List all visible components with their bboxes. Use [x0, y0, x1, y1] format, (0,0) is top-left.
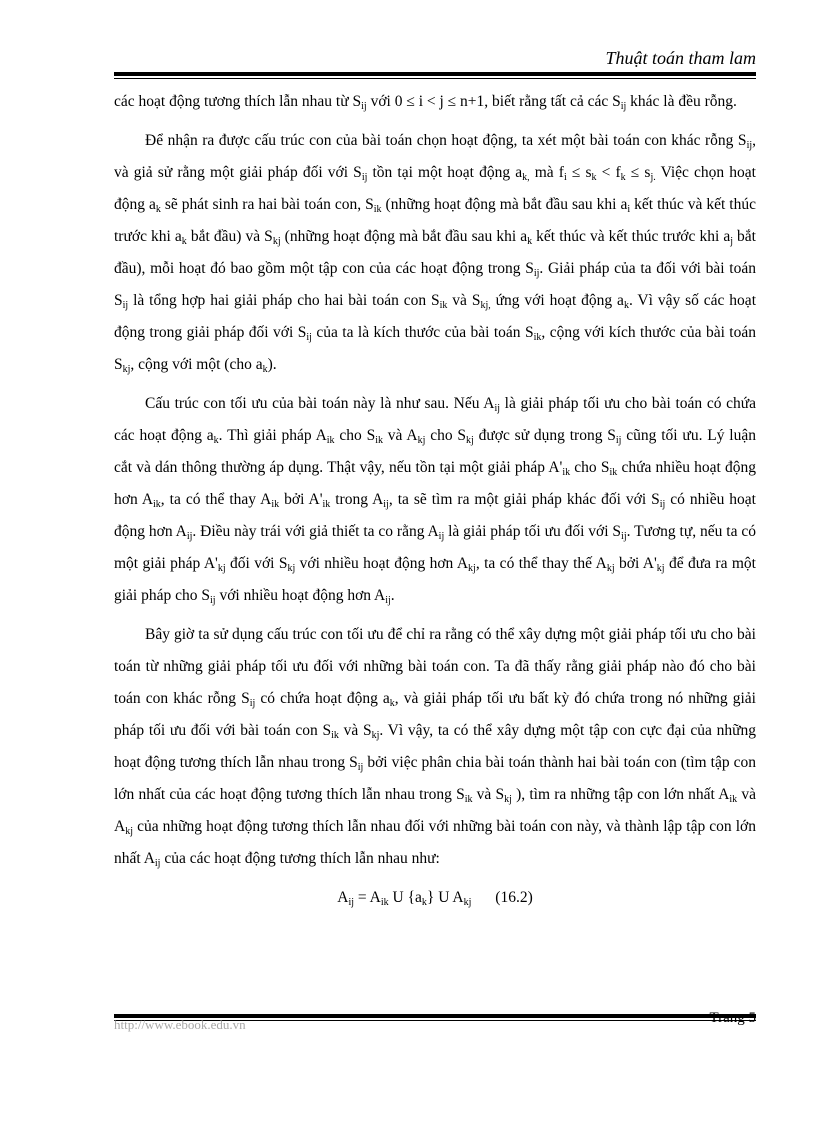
- subscript: ij: [361, 172, 368, 183]
- text-run: cho S: [425, 427, 467, 444]
- subscript: i: [563, 172, 567, 183]
- text-run: bởi A': [614, 555, 657, 572]
- subscript: kj: [217, 563, 226, 574]
- text-run: là giải pháp tối ưu cho bài toán có chứa các hoạt động a: [114, 395, 756, 444]
- subscript: j: [730, 236, 733, 247]
- subscript: k: [181, 236, 187, 247]
- subscript: kj: [272, 236, 281, 247]
- text-run: } U A: [426, 889, 464, 906]
- text-run: là giải pháp tối ưu đối với S: [444, 523, 622, 540]
- subscript: k: [262, 364, 268, 375]
- subscript: ij: [621, 531, 627, 542]
- subscript: ij: [438, 531, 445, 542]
- subscript: k,: [522, 172, 530, 183]
- text-run: (những hoạt động mà bắt đầu sau khi a: [381, 196, 628, 213]
- header-title: Thuật toán tham lam: [605, 48, 756, 68]
- text-run: bởi việc phân chia bài toán thành hai bài toán con (tìm tập con lớn nhất của các hoạt động tương thích lẫn nhau trong S: [114, 754, 756, 803]
- text-run: Cấu trúc con tối ưu của bài toán này là như sau. Nếu A: [145, 395, 495, 412]
- text-run: trong A: [330, 491, 384, 508]
- text-run: cho S: [334, 427, 376, 444]
- subscript: ij: [154, 858, 161, 869]
- text-run: ).: [267, 356, 277, 373]
- subscript: kj: [371, 730, 380, 741]
- text-run: . Vì vậy, ta có thể xây dựng một tập con cực đại của những hoạt động tương thích lẫn nhau trong S: [114, 722, 757, 771]
- subscript: k: [213, 435, 219, 446]
- subscript: kj: [463, 897, 472, 908]
- text-run: bắt đầu), mỗi hoạt đó bao gồm một tập con của các hoạt động trong S: [114, 228, 756, 277]
- subscript: k: [591, 172, 597, 183]
- text-run: , ta có thể thay A: [160, 491, 272, 508]
- text-run: tồn tại một hoạt động a: [367, 164, 523, 181]
- text-run: cũng tối ưu. Lý luận cắt và dán thông thường áp dụng. Thật vậy, nếu tồn tại một giải pháp A': [114, 427, 756, 476]
- text-run: , và giả sử rằng một giải pháp đối với S: [114, 132, 756, 181]
- subscript: k: [527, 236, 533, 247]
- subscript: ij: [533, 268, 540, 279]
- text-run: để đưa ra một giải pháp cho S: [114, 555, 756, 604]
- subscript: k: [155, 204, 161, 215]
- subscript: ij: [361, 101, 367, 112]
- text-run: có chứa hoạt động a: [255, 690, 390, 707]
- subscript: ik: [153, 499, 161, 510]
- equation: [114, 882, 756, 914]
- text-run: Để nhận ra được cấu trúc con của bài toán chọn hoạt động, ta xét một bài toán con khác rỗng S: [145, 132, 747, 149]
- text-run: U {a: [388, 889, 422, 906]
- text-run: kết thúc và kết thúc trước khi a: [532, 228, 731, 245]
- subscript: ik: [464, 794, 473, 805]
- text-run: của những hoạt động tương thích lẫn nhau đối với những bài toán con này, và thành lập tập con lớn nhất A: [114, 818, 756, 867]
- text-run: của các hoạt động tương thích lẫn nhau như:: [160, 850, 440, 867]
- text-run: mà f: [529, 164, 564, 181]
- text-run: . Tương tự, nếu ta có một giải pháp A': [114, 523, 756, 572]
- text-run: ≤ s: [625, 164, 651, 181]
- text-run: được sử dụng trong S: [473, 427, 616, 444]
- text-run: , ta có thể thay thế A: [475, 555, 607, 572]
- text-run: và S: [447, 292, 481, 309]
- subscript: kj: [468, 563, 476, 574]
- subscript: kj: [125, 826, 133, 837]
- subscript: ij: [122, 300, 129, 311]
- text-run: . Giải pháp của ta đối với bài toán S: [114, 260, 756, 309]
- text-run: cho S: [570, 459, 610, 476]
- text-run: chứa nhiều hoạt động hơn A: [114, 459, 756, 508]
- text-run: và A: [114, 786, 756, 835]
- subscript: kj: [417, 435, 426, 446]
- subscript: ik: [373, 204, 382, 215]
- main-text: [114, 86, 756, 914]
- text-run: .: [390, 587, 395, 604]
- subscript: ik: [729, 794, 738, 805]
- subscript: ik: [609, 467, 618, 478]
- subscript: ij: [659, 499, 666, 510]
- text-run: . Thì giải pháp A: [218, 427, 327, 444]
- text-run: , và giải pháp tối ưu bất kỳ đó chứa trong nó những giải pháp tối ưu đối với bài toán con S: [114, 690, 756, 739]
- subscript: ij: [186, 531, 193, 542]
- text-run: A: [337, 889, 349, 906]
- text-run: . Điều này trái với giả thiết ta co rằng A: [192, 523, 439, 540]
- text-run: kết thúc và kết thúc trước khi a: [114, 196, 756, 245]
- subscript: ij: [494, 403, 501, 414]
- subscript: i: [627, 204, 631, 215]
- subscript: ik: [562, 467, 571, 478]
- text-run: là tổng hợp hai giải pháp cho hai bài toán con S: [128, 292, 440, 309]
- header-rule-thick: [114, 72, 756, 76]
- subscript: kj: [287, 563, 296, 574]
- subscript: ik: [380, 897, 389, 908]
- text-run: với 0 ≤ i < j ≤ n+1, biết rằng tất cả các S: [366, 93, 621, 110]
- text-run: khác là đều rỗng.: [626, 93, 737, 110]
- text-run: có nhiều hoạt động hơn A: [114, 491, 756, 540]
- subscript: ij: [357, 762, 364, 773]
- subscript: k: [623, 300, 629, 311]
- paragraph: [114, 619, 756, 875]
- subscript: ik: [375, 435, 383, 446]
- text-run: , ta sẽ tìm ra một giải pháp khác đối với S: [388, 491, 660, 508]
- text-run: ), tìm ra những tập con lớn nhất A: [511, 786, 730, 803]
- subscript: ij: [615, 435, 622, 446]
- paragraph: [114, 86, 756, 118]
- text-run: ứng với hoạt động a: [490, 292, 624, 309]
- text-run: với nhiều hoạt động hơn A: [215, 587, 386, 604]
- subscript: ij: [306, 332, 312, 343]
- subscript: ik: [533, 332, 542, 343]
- text-run: bởi A': [279, 491, 323, 508]
- subscript: ij: [746, 140, 753, 151]
- text-run: (những hoạt động mà bắt đầu sau khi a: [280, 228, 528, 245]
- subscript: k: [620, 172, 626, 183]
- subscript: ik: [439, 300, 448, 311]
- subscript: ik: [271, 499, 280, 510]
- text-run: đối với S: [225, 555, 288, 572]
- subscript: kj: [466, 435, 474, 446]
- subscript: ij: [385, 595, 391, 606]
- subscript: kj: [504, 794, 512, 805]
- text-run: . Vì vậy số các hoạt động trong giải pháp đối với S: [114, 292, 756, 341]
- paragraph: [114, 125, 756, 381]
- footer-url: http://www.ebook.edu.vn: [114, 1017, 246, 1032]
- page-number: Trang 5: [709, 1010, 756, 1026]
- text-run: , cộng với kích thước của bài toán S: [114, 324, 756, 373]
- equation-number: (16.2): [495, 889, 533, 906]
- subscript: ik: [331, 730, 339, 741]
- text-run: và S: [472, 786, 505, 803]
- subscript: kj: [122, 364, 131, 375]
- text-run: Việc chọn hoạt động a: [114, 164, 756, 213]
- subscript: ij: [210, 595, 216, 606]
- subscript: ik: [326, 435, 335, 446]
- subscript: kj: [606, 563, 615, 574]
- text-run: = A: [354, 889, 381, 906]
- subscript: k: [421, 897, 427, 908]
- subscript: ij: [348, 897, 355, 908]
- subscript: j.: [650, 172, 656, 183]
- subscript: ij: [620, 101, 627, 112]
- subscript: kj,: [480, 300, 491, 311]
- subscript: ij: [249, 698, 256, 709]
- text-run: Bây giờ ta sử dụng cấu trúc con tối ưu để chỉ ra rằng có thể xây dựng một giải pháp tối ưu cho bài toán từ những giải pháp tối ưu đối với những bài toán con. Ta đã thấy rằng giải pháp nào đó cho bài toán con khác rỗng S: [114, 626, 756, 707]
- text-run: bắt đầu) và S: [186, 228, 273, 245]
- text-run: sẽ phát sinh ra hai bài toán con, S: [160, 196, 374, 213]
- text-run: của ta là kích thước của bài toán S: [311, 324, 534, 341]
- text-run: < f: [596, 164, 621, 181]
- text-run: với nhiều hoạt động hơn A: [295, 555, 469, 572]
- subscript: k: [389, 698, 395, 709]
- text-run: ≤ s: [566, 164, 592, 181]
- subscript: ik: [322, 499, 331, 510]
- text-run: và A: [382, 427, 418, 444]
- equation-body: [337, 889, 471, 906]
- text-run: các hoạt động tương thích lẫn nhau từ S: [114, 93, 362, 110]
- header-rule-thin: [114, 78, 756, 79]
- paragraph: [114, 388, 756, 612]
- text-run: , cộng với một (cho a: [130, 356, 263, 373]
- text-run: và S: [338, 722, 372, 739]
- subscript: kj: [656, 563, 665, 574]
- subscript: ij: [383, 499, 389, 510]
